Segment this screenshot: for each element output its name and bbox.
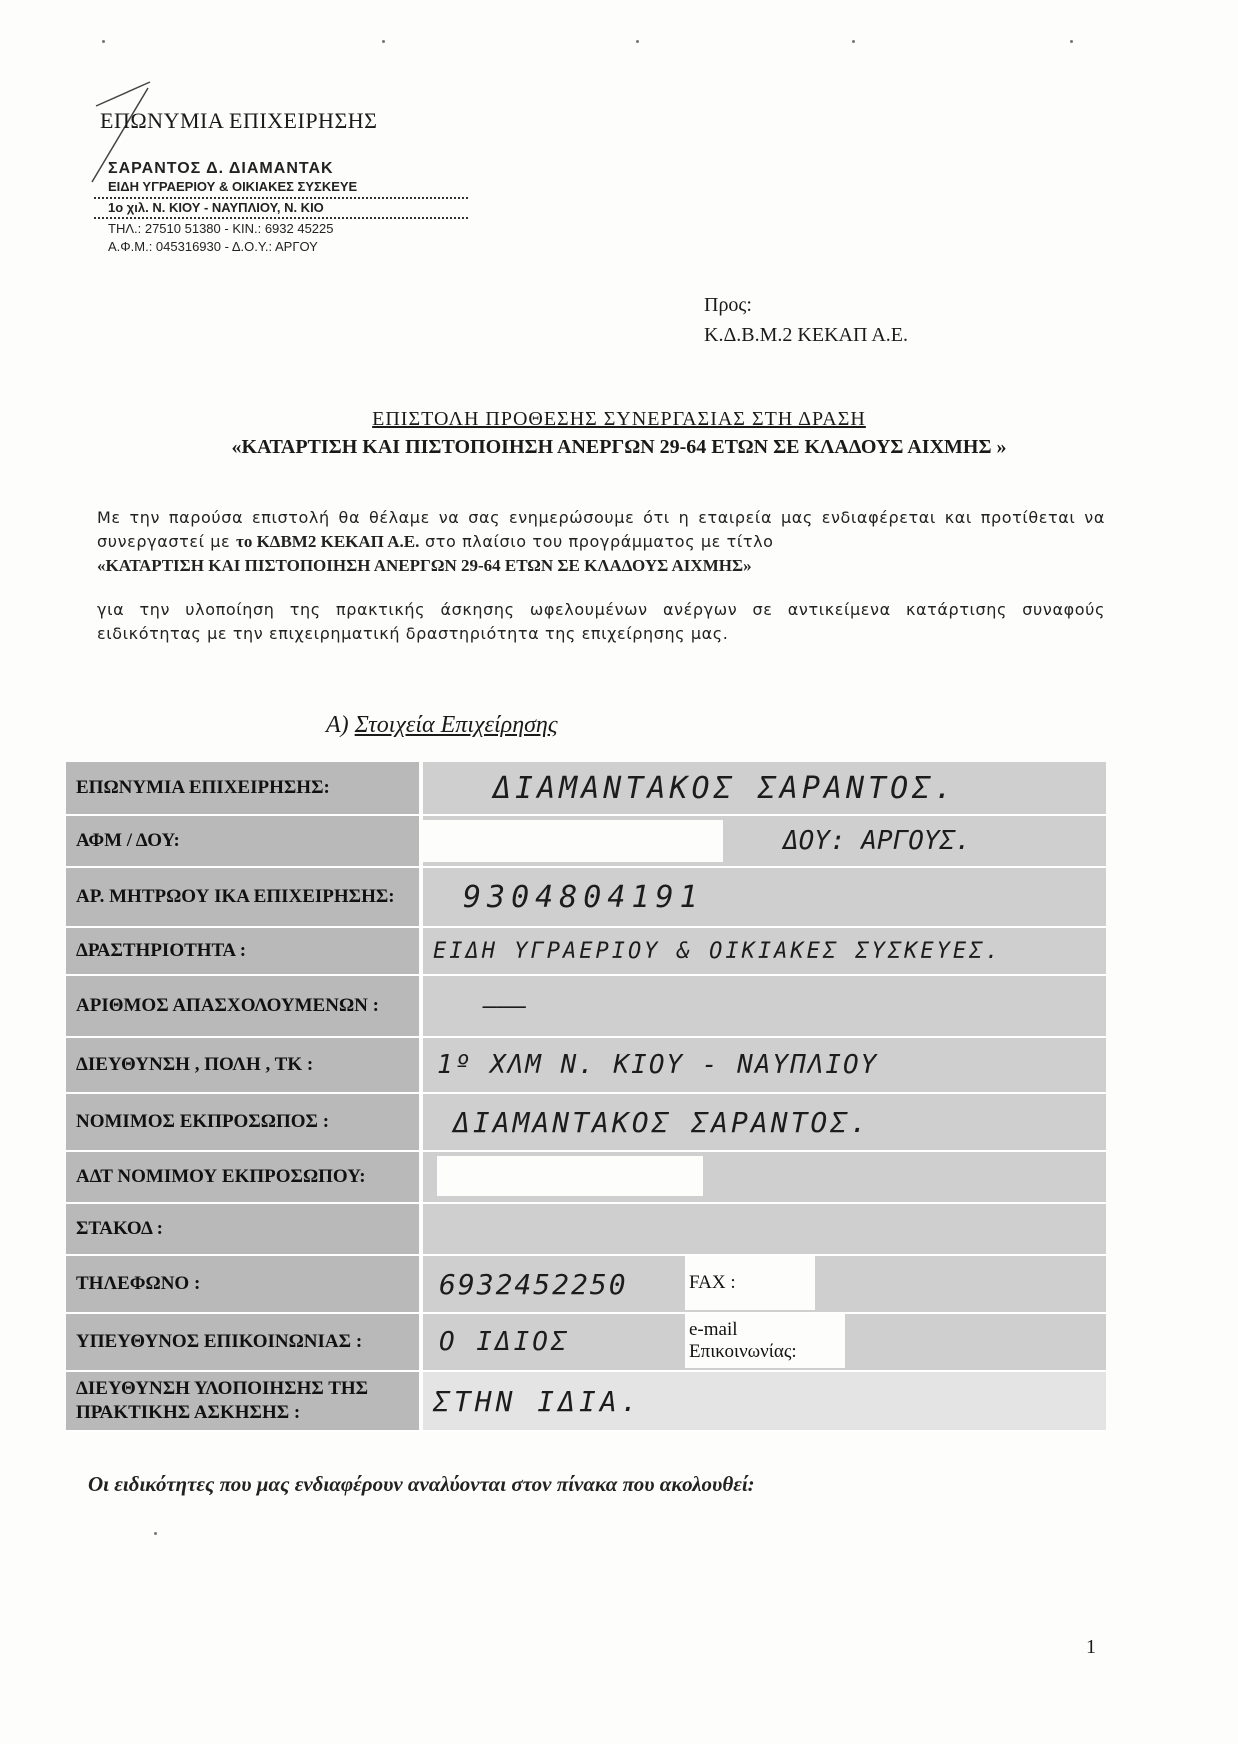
legal-rep-id-field[interactable]: [423, 1152, 1106, 1202]
field-label: ΤΗΛΕΦΩΝΟ :: [66, 1256, 423, 1312]
handwritten-value: Ο ΙΔΙΟΣ: [439, 1327, 570, 1357]
intro-text-1: Με την παρούσα επιστολή θα θέλαμε να σας ενημερώσουμε ότι η εταιρεία μας ενδιαφέρεται και προτίθεται να συνεργαστεί με: [97, 508, 1105, 551]
purpose-paragraph: για την υλοποίηση της πρακτικής άσκησης ωφελουμένων ανέργων σε αντικείμενα κατάρτισης συναφούς ειδικότητας με την επιχειρηματική δραστηριότητα της επιχείρησης μας.: [97, 600, 1105, 643]
field-label: ΔΙΕΥΘΥΝΣΗ , ΠΟΛΗ , ΤΚ :: [66, 1038, 423, 1092]
scan-speck: [154, 1532, 157, 1535]
form-row-contact: [66, 1314, 1106, 1372]
scan-speck: [102, 40, 105, 43]
section-prefix: Α): [326, 712, 355, 738]
field-label: ΑΦΜ / ΔΟΥ:: [66, 816, 423, 866]
handwritten-value: 6932452250: [439, 1267, 628, 1301]
form-row-ika: [66, 868, 1106, 928]
form-row-afm-doy: [66, 816, 1106, 868]
afm-doy-field[interactable]: [423, 816, 1106, 866]
field-label: ΝΟΜΙΜΟΣ ΕΚΠΡΟΣΩΠΟΣ :: [66, 1094, 423, 1150]
letter-title: ΕΠΙΣΤΟΛΗ ΠΡΟΘΕΣΗΣ ΣΥΝΕΡΓΑΣΙΑΣ ΣΤΗ ΔΡΑΣΗ: [372, 408, 866, 430]
intro-text-2: στο πλαίσιο του προγράμματος με τίτλο: [425, 532, 774, 551]
field-label: ΔΡΑΣΤΗΡΙΟΤΗΤΑ :: [66, 928, 423, 974]
phone-field[interactable]: [423, 1256, 1106, 1312]
intro-paragraph: [97, 506, 1105, 578]
handwritten-value: ΣΤΗΝ ΙΔΙΑ.: [433, 1384, 642, 1418]
intro-program-name: «ΚΑΤΑΡΤΙΣΗ ΚΑΙ ΠΙΣΤΟΠΟΙΗΣΗ ΑΝΕΡΓΩΝ 29-64 ΕΤΩΝ ΣΕ ΚΛΑΔΟΥΣ ΑΙΧΜΗΣ»: [97, 556, 752, 575]
contact-person-field[interactable]: [423, 1314, 1106, 1370]
stamp-line-tax: Α.Φ.Μ.: 045316930 - Δ.Ο.Υ.: ΑΡΓΟΥ: [108, 239, 318, 254]
form-row-stakod: [66, 1204, 1106, 1256]
redacted-area: [423, 820, 723, 862]
form-row-practice-address: [66, 1372, 1106, 1432]
recipient-name: Κ.Δ.Β.Μ.2 ΚΕΚΑΠ Α.Ε.: [704, 324, 908, 346]
form-row-phone: [66, 1256, 1106, 1314]
stamp-line-address: 1o χιλ. Ν. ΚΙΟΥ - ΝΑΥΠΛΙΟΥ, Ν. ΚΙΟ: [94, 197, 468, 219]
handwritten-value: 9304804191: [463, 879, 704, 915]
handwritten-value: ———: [483, 992, 527, 1020]
page-number: 1: [1086, 1636, 1096, 1658]
form-row-legal-rep-id: [66, 1152, 1106, 1204]
field-label: ΔΙΕΥΘΥΝΣΗ ΥΛΟΠΟΙΗΣΗΣ ΤΗΣ ΠΡΑΚΤΙΚΗΣ ΑΣΚΗΣΗΣ :: [66, 1372, 423, 1430]
stamp-line-phone: ΤΗΛ.: 27510 51380 - ΚΙΝ.: 6932 45225: [108, 221, 334, 236]
handwritten-value: ΔΙΑΜΑΝΤΑΚΟΣ ΣΑΡΑΝΤΟΣ.: [493, 770, 957, 806]
field-label: ΥΠΕΥΘΥΝΟΣ ΕΠΙΚΟΙΝΩΝΙΑΣ :: [66, 1314, 423, 1370]
field-label: ΑΔΤ ΝΟΜΙΜΟΥ ΕΚΠΡΟΣΩΠΟΥ:: [66, 1152, 423, 1202]
intro-org-name: το ΚΔΒΜ2 ΚΕΚΑΠ Α.Ε.: [236, 532, 420, 551]
field-label: ΑΡ. ΜΗΤΡΩΟΥ ΙΚΑ ΕΠΙΧΕΙΡΗΣΗΣ:: [66, 868, 423, 926]
form-row-activity: [66, 928, 1106, 976]
form-row-legal-rep: [66, 1094, 1106, 1152]
form-row-employees: [66, 976, 1106, 1038]
activity-field[interactable]: [423, 928, 1106, 974]
handwritten-value: ΔΙΑΜΑΝΤΑΚΟΣ ΣΑΡΑΝΤΟΣ.: [453, 1105, 871, 1139]
company-details-form: [66, 762, 1106, 1432]
address-field[interactable]: [423, 1038, 1106, 1092]
ika-number-field[interactable]: [423, 868, 1106, 926]
scan-speck: [636, 40, 639, 43]
redacted-area: [437, 1156, 703, 1196]
scan-speck: [1070, 40, 1073, 43]
field-label: ΣΤΑΚΟΔ :: [66, 1204, 423, 1254]
company-name-heading: ΕΠΩΝΥΜΙΑ ΕΠΙΧΕΙΡΗΣΗΣ: [100, 108, 378, 133]
handwritten-value: 1º ΧΛΜ Ν. ΚΙΟΥ - ΝΑΥΠΛΙΟΥ: [437, 1050, 879, 1080]
practice-address-field[interactable]: [423, 1372, 1106, 1430]
scan-speck: [382, 40, 385, 43]
section-heading: [326, 712, 558, 739]
field-label: ΕΠΩΝΥΜΙΑ ΕΠΙΧΕΙΡΗΣΗΣ:: [66, 762, 423, 814]
email-label: e-mail Επικοινωνίας:: [685, 1314, 845, 1368]
section-title: Στοιχεία Επιχείρησης: [354, 712, 558, 738]
field-label: ΑΡΙΘΜΟΣ ΑΠΑΣΧΟΛΟΥΜΕΝΩΝ :: [66, 976, 423, 1036]
scan-speck: [852, 40, 855, 43]
form-row-company-name: [66, 762, 1106, 816]
company-stamp: [108, 160, 448, 256]
program-title: «ΚΑΤΑΡΤΙΣΗ ΚΑΙ ΠΙΣΤΟΠΟΙΗΣΗ ΑΝΕΡΓΩΝ 29-64 ΕΤΩΝ ΣΕ ΚΛΑΔΟΥΣ ΑΙΧΜΗΣ »: [231, 436, 1007, 458]
company-name-field[interactable]: [423, 762, 1106, 814]
recipient-block: [704, 290, 908, 350]
specialties-note: Οι ειδικότητες που μας ενδιαφέρουν αναλύονται στον πίνακα που ακολουθεί:: [88, 1472, 755, 1496]
stamp-line-name: ΣΑΡΑΝΤΟΣ Δ. ΔΙΑΜΑΝΤΑΚ: [108, 160, 334, 177]
employees-field[interactable]: [423, 976, 1106, 1036]
fax-label: FAX :: [685, 1256, 815, 1310]
legal-rep-field[interactable]: [423, 1094, 1106, 1150]
form-row-address: [66, 1038, 1106, 1094]
stakod-field[interactable]: [423, 1204, 1106, 1254]
handwritten-value: ΔΟΥ: ΑΡΓΟΥΣ.: [783, 826, 971, 856]
stamp-line-business: ΕΙΔΗ ΥΓΡΑΕΡΙΟΥ & ΟΙΚΙΑΚΕΣ ΣΥΣΚΕΥΕ: [108, 179, 358, 194]
handwritten-value: ΕΙΔΗ ΥΓΡΑΕΡΙΟΥ & ΟΙΚΙΑΚΕΣ ΣΥΣΚΕΥΕΣ.: [433, 938, 1002, 964]
recipient-label: Προς:: [704, 294, 752, 316]
